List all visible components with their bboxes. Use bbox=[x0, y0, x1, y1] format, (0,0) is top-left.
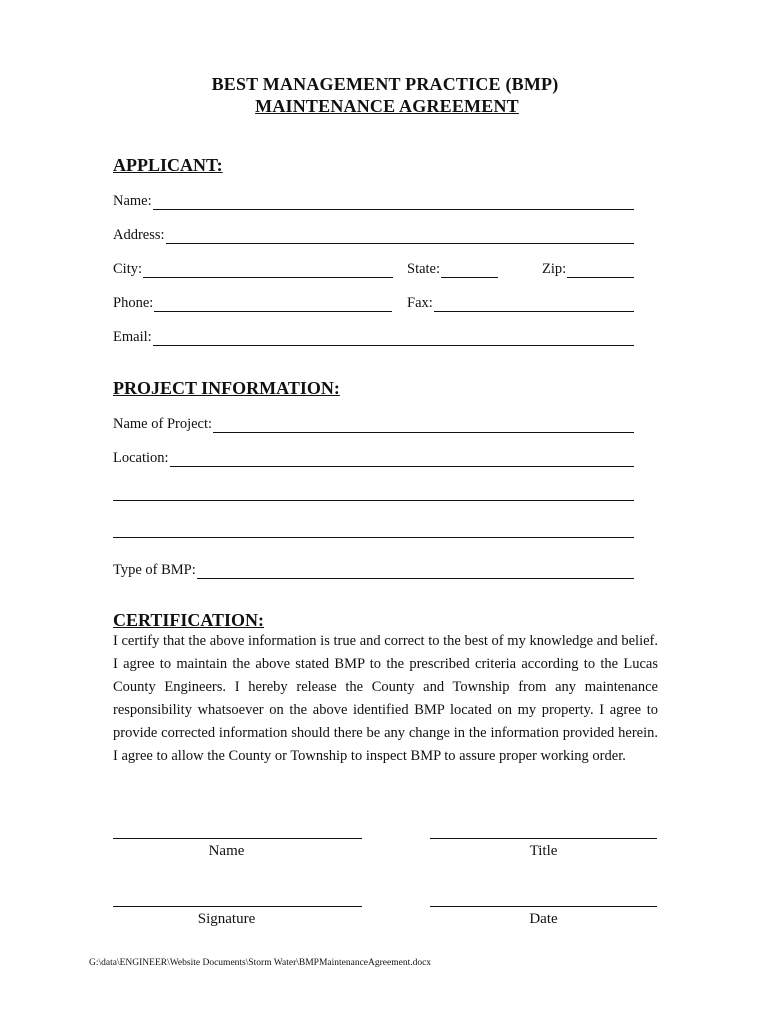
footer-file-path: G:\data\ENGINEER\Website Documents\Storm Water\BMPMaintenanceAgreement.docx bbox=[89, 958, 432, 968]
applicant-name-line[interactable] bbox=[153, 194, 634, 210]
name-line-label: Name bbox=[208, 843, 245, 859]
applicant-zip-line[interactable] bbox=[567, 262, 634, 278]
applicant-state-label: State: bbox=[407, 261, 441, 277]
applicant-address-line[interactable] bbox=[166, 228, 634, 244]
project-bmp-type-label: Type of BMP: bbox=[113, 562, 196, 578]
applicant-email-field[interactable] bbox=[113, 326, 634, 346]
certification-text: I certify that the above information is true and correct to the best of my knowledge and belief. I agree to maintain the above stated BMP to the prescribed criteria according to the Lucas County Engineers. I hereby release the County and Township from any maintenance responsibility whatsoever on the above identified BMP located on my property. I agree to provide corrected information should there be any change in the information provided herein. I agree to allow the County or Township to inspect BMP to assure proper working order. bbox=[113, 633, 658, 764]
name-signature-line[interactable] bbox=[113, 838, 362, 839]
applicant-state-line[interactable] bbox=[441, 262, 498, 278]
document-title-line2 bbox=[0, 96, 770, 117]
applicant-email-line[interactable] bbox=[153, 330, 634, 346]
applicant-fax-line[interactable] bbox=[434, 296, 634, 312]
document-title-line1: BEST MANAGEMENT PRACTICE (BMP) bbox=[211, 74, 559, 94]
applicant-state-field[interactable] bbox=[407, 258, 498, 278]
applicant-heading: APPLICANT: bbox=[113, 155, 223, 175]
applicant-phone-line[interactable] bbox=[154, 296, 392, 312]
applicant-address-label: Address: bbox=[113, 227, 165, 243]
applicant-address-field[interactable] bbox=[113, 224, 634, 244]
project-location-field[interactable] bbox=[113, 447, 634, 467]
project-location-line-2[interactable] bbox=[113, 500, 634, 501]
title-signature-line[interactable] bbox=[430, 838, 657, 839]
applicant-fax-label: Fax: bbox=[407, 295, 433, 311]
applicant-city-field[interactable] bbox=[113, 258, 393, 278]
certification-heading: CERTIFICATION: bbox=[113, 610, 265, 630]
applicant-phone-label: Phone: bbox=[113, 295, 154, 311]
project-heading: PROJECT INFORMATION: bbox=[113, 378, 340, 398]
signature-line-label: Signature bbox=[197, 911, 256, 927]
project-name-line[interactable] bbox=[213, 417, 634, 433]
applicant-city-line[interactable] bbox=[143, 262, 393, 278]
project-location-label: Location: bbox=[113, 450, 169, 466]
date-signature-line[interactable] bbox=[430, 906, 657, 907]
applicant-city-label: City: bbox=[113, 261, 143, 277]
document-title-line2-text: MAINTENANCE AGREEMENT bbox=[255, 96, 519, 116]
applicant-fax-field[interactable] bbox=[407, 292, 634, 312]
applicant-name-field[interactable] bbox=[113, 190, 634, 210]
title-line-label: Title bbox=[529, 843, 558, 859]
project-location-line[interactable] bbox=[170, 451, 634, 467]
applicant-email-label: Email: bbox=[113, 329, 152, 345]
applicant-zip-field[interactable] bbox=[542, 258, 634, 278]
project-name-field[interactable] bbox=[113, 413, 634, 433]
applicant-phone-field[interactable] bbox=[113, 292, 392, 312]
signature-line[interactable] bbox=[113, 906, 362, 907]
applicant-zip-label: Zip: bbox=[542, 261, 567, 277]
project-bmp-type-field[interactable] bbox=[113, 559, 634, 579]
project-bmp-type-line[interactable] bbox=[197, 563, 634, 579]
applicant-name-label: Name: bbox=[113, 193, 152, 209]
date-line-label: Date bbox=[529, 911, 558, 927]
project-name-label: Name of Project: bbox=[113, 416, 213, 432]
project-location-line-3[interactable] bbox=[113, 537, 634, 538]
